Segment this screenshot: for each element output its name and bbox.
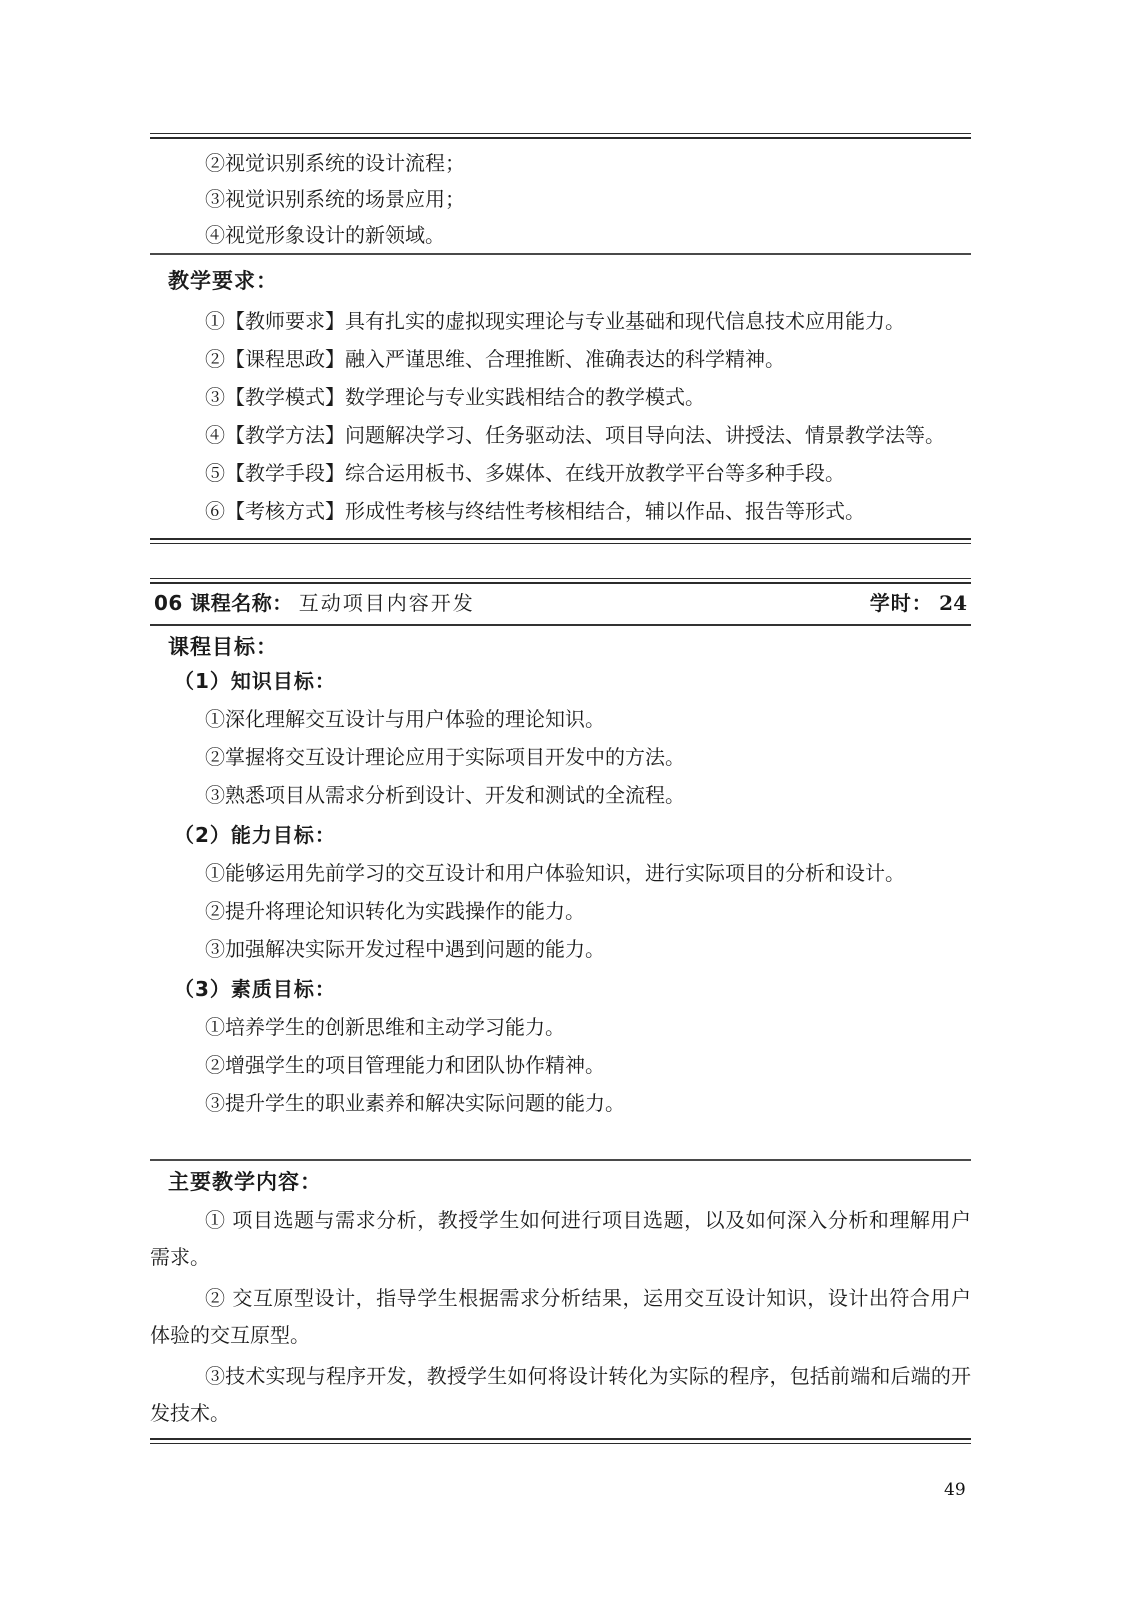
course-code-label: 06 课程名称： — [154, 591, 293, 615]
list-item: ③加强解决实际开发过程中遇到问题的能力。 — [205, 937, 605, 961]
knowledge-objectives-title: （1）知识目标： — [174, 669, 336, 693]
course-objectives-heading: 课程目标： — [168, 635, 278, 659]
list-item: ②掌握将交互设计理论应用于实际项目开发中的方法。 — [205, 745, 685, 769]
row-divider-rule — [150, 1159, 971, 1161]
knowledge-objectives-group — [150, 667, 971, 814]
list-item: ②视觉识别系统的设计流程； — [205, 151, 465, 175]
course-06-section — [150, 578, 971, 1444]
quality-objectives-title: （3）素质目标： — [174, 977, 336, 1001]
list-item: ③视觉识别系统的场景应用； — [205, 187, 465, 211]
course-hours-cell — [870, 590, 967, 616]
course-name-cell — [154, 590, 475, 616]
ability-objectives-title: （2）能力目标： — [174, 823, 336, 847]
content-paragraph: ③技术实现与程序开发，教授学生如何将设计转化为实际的程序，包括前端和后端的开发技术。 — [150, 1364, 971, 1425]
teaching-requirements-heading: 教学要求： — [168, 269, 278, 293]
content-paragraph: ② 交互原型设计，指导学生根据需求分析结果，运用交互设计知识，设计出符合用户体验的交互原型。 — [150, 1286, 971, 1347]
knowledge-objectives-list — [150, 700, 971, 814]
ability-objectives-group — [150, 821, 971, 968]
page-number: 49 — [944, 1480, 966, 1500]
table-bottom-double-rule — [150, 538, 971, 544]
previous-course-section — [150, 133, 971, 544]
list-item: ①【教师要求】具有扎实的虚拟现实理论与专业基础和现代信息技术应用能力。 — [205, 309, 905, 333]
list-item: ⑥【考核方式】形成性考核与终结性考核相结合，辅以作品、报告等形式。 — [205, 499, 865, 523]
list-item: ②提升将理论知识转化为实践操作的能力。 — [205, 899, 585, 923]
quality-objectives-group — [150, 975, 971, 1122]
hours-label: 学时： — [869, 591, 933, 615]
table-top-double-rule — [150, 133, 971, 139]
ability-objectives-list — [150, 854, 971, 968]
main-teaching-content-heading: 主要教学内容： — [168, 1170, 322, 1194]
list-item: ①培养学生的创新思维和主动学习能力。 — [205, 1015, 565, 1039]
row-divider-rule — [150, 253, 971, 255]
list-item: ②【课程思政】融入严谨思维、合理推断、准确表达的科学精神。 — [205, 347, 785, 371]
content-paragraph: ① 项目选题与需求分析，教授学生如何进行项目选题，以及如何深入分析和理解用户需求。 — [150, 1208, 971, 1269]
course-title-row — [150, 584, 971, 626]
hours-value: 24 — [939, 591, 967, 615]
quality-objectives-list — [150, 1008, 971, 1122]
table-bottom-double-rule — [150, 1438, 971, 1444]
teaching-requirements-list — [150, 302, 971, 530]
course-name: 互动项目内容开发 — [298, 591, 475, 615]
main-teaching-content-paragraphs — [150, 1202, 971, 1432]
list-item: ③提升学生的职业素养和解决实际问题的能力。 — [205, 1091, 625, 1115]
list-item: ④【教学方法】问题解决学习、任务驱动法、项目导向法、讲授法、情景教学法等。 — [205, 423, 945, 447]
list-item: ①能够运用先前学习的交互设计和用户体验知识，进行实际项目的分析和设计。 — [205, 861, 905, 885]
previous-course-content-list — [150, 145, 971, 253]
list-item: ①深化理解交互设计与用户体验的理论知识。 — [205, 707, 605, 731]
list-item: ③熟悉项目从需求分析到设计、开发和测试的全流程。 — [205, 783, 685, 807]
list-item: ④视觉形象设计的新领域。 — [205, 223, 445, 247]
list-item: ③【教学模式】数学理论与专业实践相结合的教学模式。 — [205, 385, 705, 409]
list-item: ⑤【教学手段】综合运用板书、多媒体、在线开放教学平台等多种手段。 — [205, 461, 845, 485]
list-item: ②增强学生的项目管理能力和团队协作精神。 — [205, 1053, 605, 1077]
